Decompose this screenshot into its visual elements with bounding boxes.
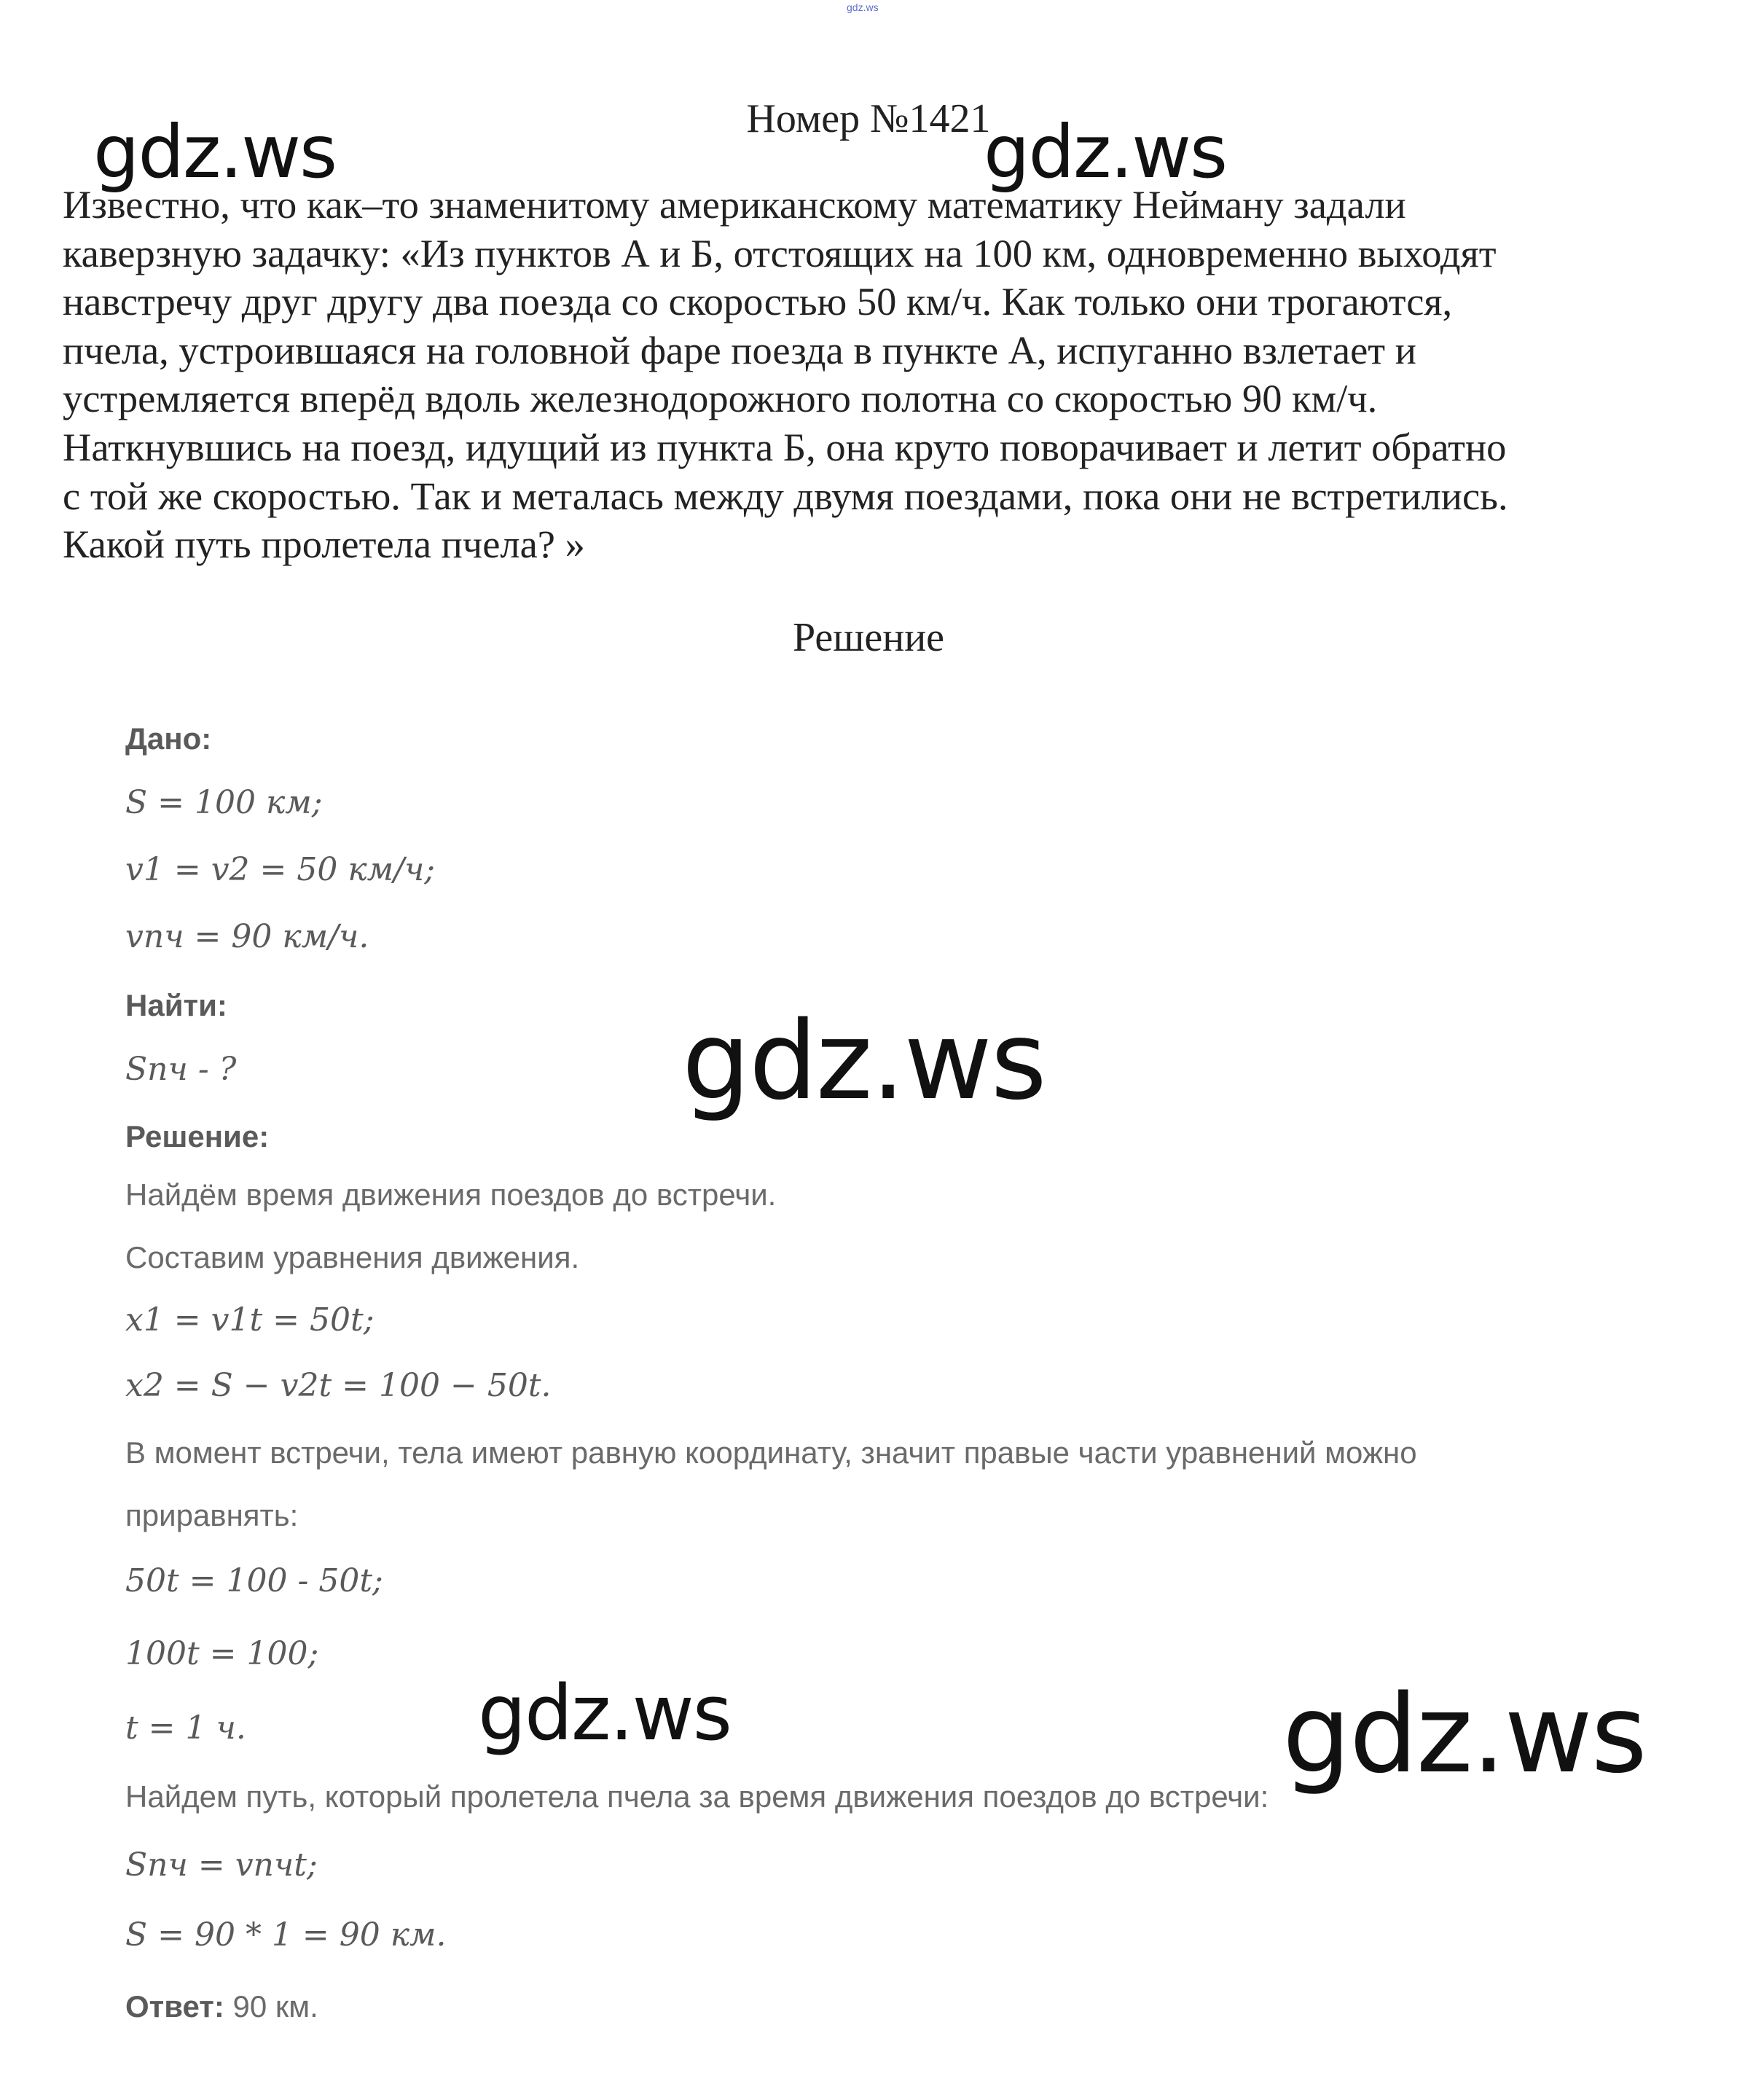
given-label: Дано: [125,721,212,756]
answer-value: 90 км. [232,1989,318,2023]
answer-label: Ответ: [125,1989,224,2023]
problem-line: навстречу друг другу два поезда со скоростью 50 км/ч. Как только они трогаются, [63,279,1453,324]
step-text: В момент встречи, тела имеют равную координату, значит правые части уравнений можно [125,1435,1417,1470]
problem-line: Наткнувшись на поезд, идущий из пункта Б, она круто поворачивает и летит обратно [63,424,1507,469]
solution-heading: Решение [792,615,945,660]
equation: x1 = v1t = 50t; [125,1301,375,1339]
step-text: Найдем путь, который пролетела пчела за время движения поездов до встречи: [125,1779,1269,1814]
problem-line: каверзную задачку: «Из пунктов А и Б, отстоящих на 100 км, одновременно выходят [63,230,1497,275]
given-distance: S = 100 км; [125,784,323,821]
equation: t = 1 ч. [125,1709,246,1747]
find-value: Sпч - ? [125,1051,237,1088]
watermark: gdz.ws [682,998,1046,1124]
top-watermark-small: gdz.ws [847,1,879,13]
solution-label: Решение: [125,1119,270,1153]
equation: Sпч = vпчt; [125,1846,318,1884]
equation: 100t = 100; [125,1635,319,1672]
given-bee-speed: vпч = 90 км/ч. [125,918,369,955]
problem-line: пчела, устроившаяся на головной фаре поезда в пункте А, испуганно взлетает и [63,327,1416,372]
page-title: Номер №1421 [746,96,991,141]
watermark: gdz.ws [1282,1672,1646,1797]
equation: 50t = 100 - 50t; [125,1562,383,1599]
equation: x2 = S − v2t = 100 − 50t. [125,1367,552,1404]
step-text: Найдём время движения поездов до встречи. [125,1178,777,1212]
watermark: gdz.ws [984,109,1227,195]
equation: S = 90 * 1 = 90 км. [125,1916,447,1954]
problem-line: Известно, что как–то знаменитому американскому математику Нейману задали [63,182,1406,227]
problem-line: Какой путь пролетела пчела? » [63,522,585,567]
problem-text [63,181,1687,569]
find-label: Найти: [125,988,227,1022]
step-text: Составим уравнения движения. [125,1240,580,1274]
step-text: приравнять: [125,1498,299,1532]
problem-line: устремляется вперёд вдоль железнодорожного полотна со скоростью 90 км/ч. [63,376,1378,421]
problem-line: с той же скоростью. Так и металась между двумя поездами, пока они не встретились. [63,473,1508,518]
watermark: gdz.ws [478,1669,731,1758]
given-train-speeds: v1 = v2 = 50 км/ч; [125,851,436,888]
watermark: gdz.ws [93,109,337,195]
answer [125,1989,318,2024]
